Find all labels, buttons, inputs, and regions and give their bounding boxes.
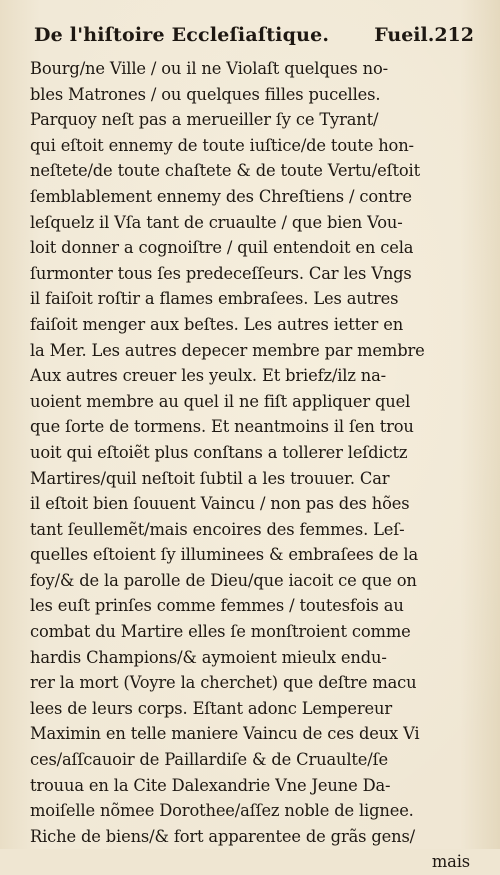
text-line: hardis Champions/& aymoient mieulx endu- [30,647,387,667]
text-line: les euſt prinſes comme femmes / toutesfois au [30,596,404,616]
text-line: uoit qui eſtoiẽt plus conſtans a tollerer leſdictz [30,442,408,462]
text-line: ces/aſſcauoir de Paillardiſe & de Cruaulte/ſe [30,750,388,770]
text-line: la Mer. Les autres depecer membre par membre [30,340,425,360]
text-line: ſurmonter tous ſes predeceſſeurs. Car les Vngs [30,263,412,283]
text-line: que ſorte de tormens. Et neantmoins il ſen trou [30,417,414,437]
text-line: Riche de biens/& fort apparentee de grãs gens/ [30,826,416,846]
text-line: leſquelz il Vſa tant de cruaulte / que bien Vou- [30,212,403,232]
running-title: De l'hiſtoire Eccleſiaſtique. [34,24,330,46]
text-line: faiſoit menger aux beſtes. Les autres ietter en [30,314,404,334]
text-line: Maximin en telle maniere Vaincu de ces deux Vi [30,724,420,744]
folio-number: Fueil.212 [374,24,474,46]
text-line: Martires/quil neſtoit ſubtil a les trouuer. Car [30,468,390,488]
text-line: tant ſeullemẽt/mais encoires des femmes. Leſ- [30,519,405,539]
text-line: loit donner a cognoiſtre / quil entendoit en cela [30,238,414,258]
text-line: Parquoy neſt pas a merueiller ſy ce Tyrant/ [30,110,379,130]
text-line: il eſtoit bien ſouuent Vaincu / non pas des hões [30,494,410,514]
text-line: qui eſtoit ennemy de toute iuſtice/de toute hon- [30,135,414,155]
text-line: rer la mort (Voyre la cherchet) que deſtre macu [30,673,417,693]
main-text-block [30,56,472,875]
text-line: Bourg/ne Ville / ou il ne Violaſt quelques no- [30,59,389,78]
text-line: quelles eſtoient ſy illuminees & embraſees de la [30,545,419,565]
text-line: il faiſoit roſtir a flames embraſees. Les autres [30,289,399,309]
text-line: trouua en la Cite Dalexandrie Vne Jeune Da- [30,775,391,795]
catchword: mais [431,852,470,872]
text-line: neſtete/de toute chaſtete & de toute Vertu/eſtoit [30,161,420,181]
text-line: lees de leurs corps. Eſtant adonc Lempereur [30,698,392,718]
text-line: bles Matrones / ou quelques filles pucelles. [30,84,381,104]
text-line: combat du Martire elles ſe monſtroient comme [30,622,411,642]
text-line: foy/& de la parolle de Dieu/que iacoit ce que on [30,570,417,590]
text-line: moiſelle nõmee Dorothee/aſſez noble de lignee. [30,801,414,821]
text-line: ſemblablement ennemy des Chreſtiens / contre [30,186,412,206]
page-header [34,24,474,52]
text-line: uoient membre au quel il ne fiſt appliquer quel [30,391,411,411]
text-line: Aux autres creuer les yeulx. Et briefz/ilz na- [30,366,387,386]
